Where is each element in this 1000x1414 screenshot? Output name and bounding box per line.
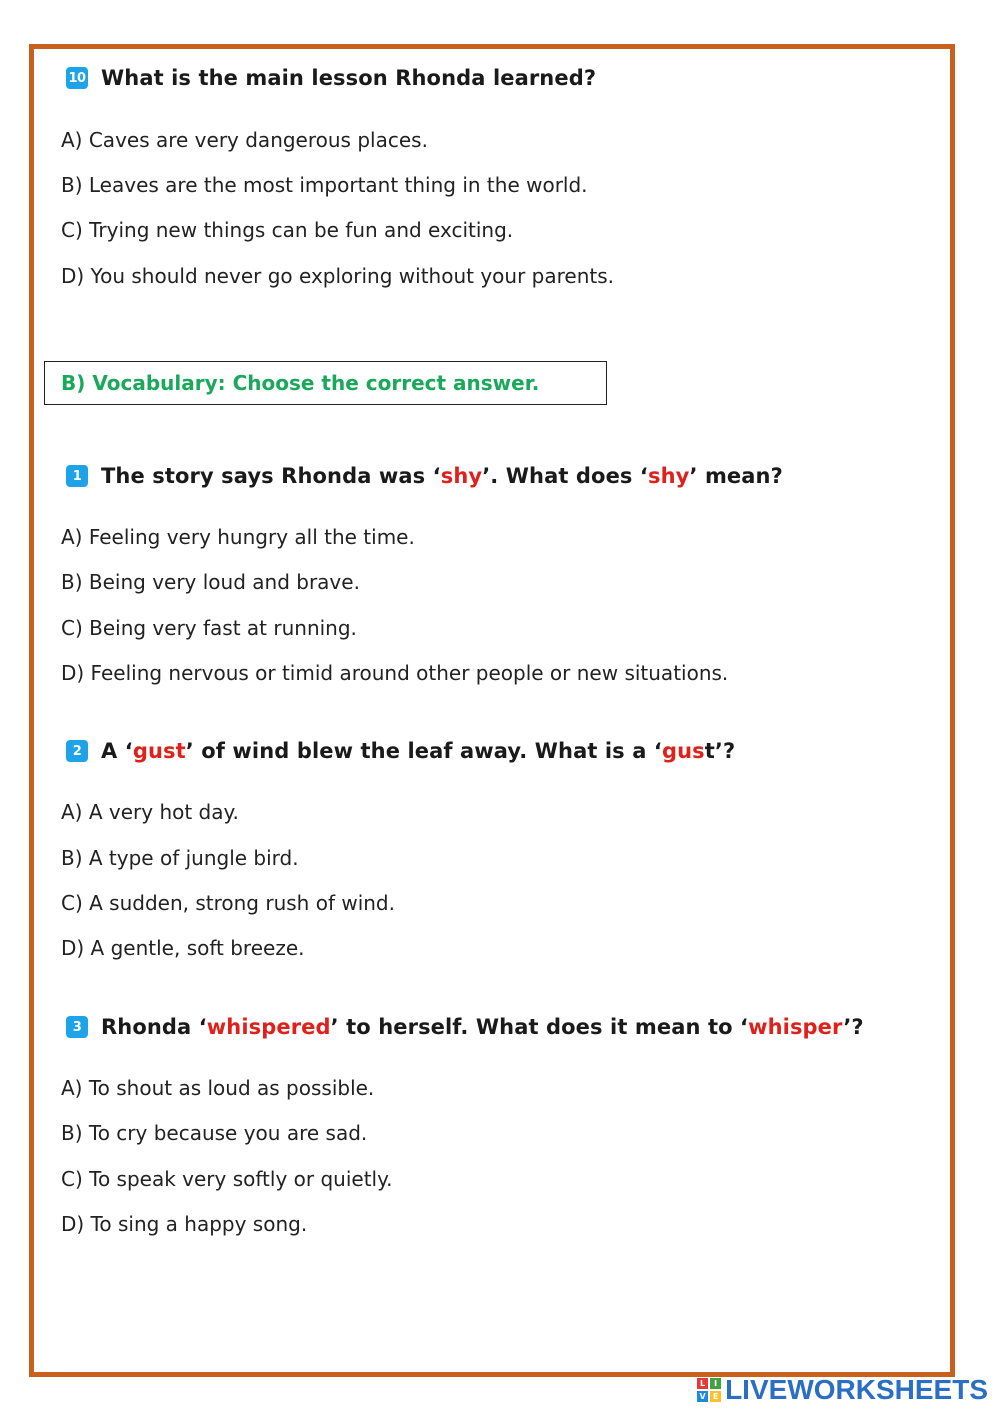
vocab-question-1-heading (66, 464, 783, 488)
vocab-question-2-heading (66, 739, 735, 763)
answer-option[interactable]: A) Feeling very hungry all the time. (61, 525, 415, 549)
question-text: Rhonda ‘whispered’ to herself. What does it mean to ‘whisper’? (101, 1015, 864, 1039)
answer-option[interactable]: B) Leaves are the most important thing in the world. (61, 173, 588, 197)
answer-option[interactable]: C) Being very fast at running. (61, 616, 357, 640)
question-number-badge: 1 (66, 465, 88, 487)
answer-option[interactable]: D) Feeling nervous or timid around other people or new situations. (61, 661, 729, 685)
highlighted-word: whisper (748, 1015, 844, 1039)
answer-option[interactable]: C) To speak very softly or quietly. (61, 1167, 393, 1191)
answer-option[interactable]: D) A gentle, soft breeze. (61, 936, 305, 960)
answer-option[interactable]: D) You should never go exploring without your parents. (61, 264, 614, 288)
answer-option[interactable]: A) Caves are very dangerous places. (61, 128, 428, 152)
question-number-badge: 2 (66, 740, 88, 762)
logo-cubes-icon: L I V E (697, 1378, 721, 1402)
highlighted-word: whispered (206, 1015, 331, 1039)
answer-option[interactable]: A) A very hot day. (61, 800, 239, 824)
highlighted-word: gus (661, 739, 705, 763)
question-text: A ‘gust’ of wind blew the leaf away. What is a ‘gust’? (101, 739, 736, 763)
vocabulary-section-heading (44, 361, 607, 405)
answer-option[interactable]: C) A sudden, strong rush of wind. (61, 891, 395, 915)
question-number-badge: 3 (66, 1016, 88, 1038)
answer-option[interactable]: D) To sing a happy song. (61, 1212, 308, 1236)
highlighted-word: shy (440, 464, 483, 488)
liveworksheets-logo[interactable] (697, 1374, 988, 1406)
answer-option[interactable]: B) A type of jungle bird. (61, 846, 299, 870)
question-number-badge: 10 (66, 67, 88, 89)
answer-option[interactable]: C) Trying new things can be fun and exciting. (61, 218, 514, 242)
highlighted-word: shy (648, 464, 690, 488)
answer-option[interactable]: B) Being very loud and brave. (61, 570, 360, 594)
logo-text: LIVEWORKSHEETS (725, 1374, 988, 1405)
question-text: What is the main lesson Rhonda learned? (101, 66, 597, 90)
highlighted-word: gust (132, 739, 186, 763)
question-text: The story says Rhonda was ‘shy’. What does ‘shy’ mean? (101, 464, 783, 488)
answer-option[interactable]: B) To cry because you are sad. (61, 1121, 368, 1145)
vocab-question-3-heading (66, 1015, 864, 1039)
vocabulary-heading-text: B) Vocabulary: Choose the correct answer. (61, 371, 540, 395)
question-10-heading (66, 66, 596, 90)
answer-option[interactable]: A) To shout as loud as possible. (61, 1076, 375, 1100)
